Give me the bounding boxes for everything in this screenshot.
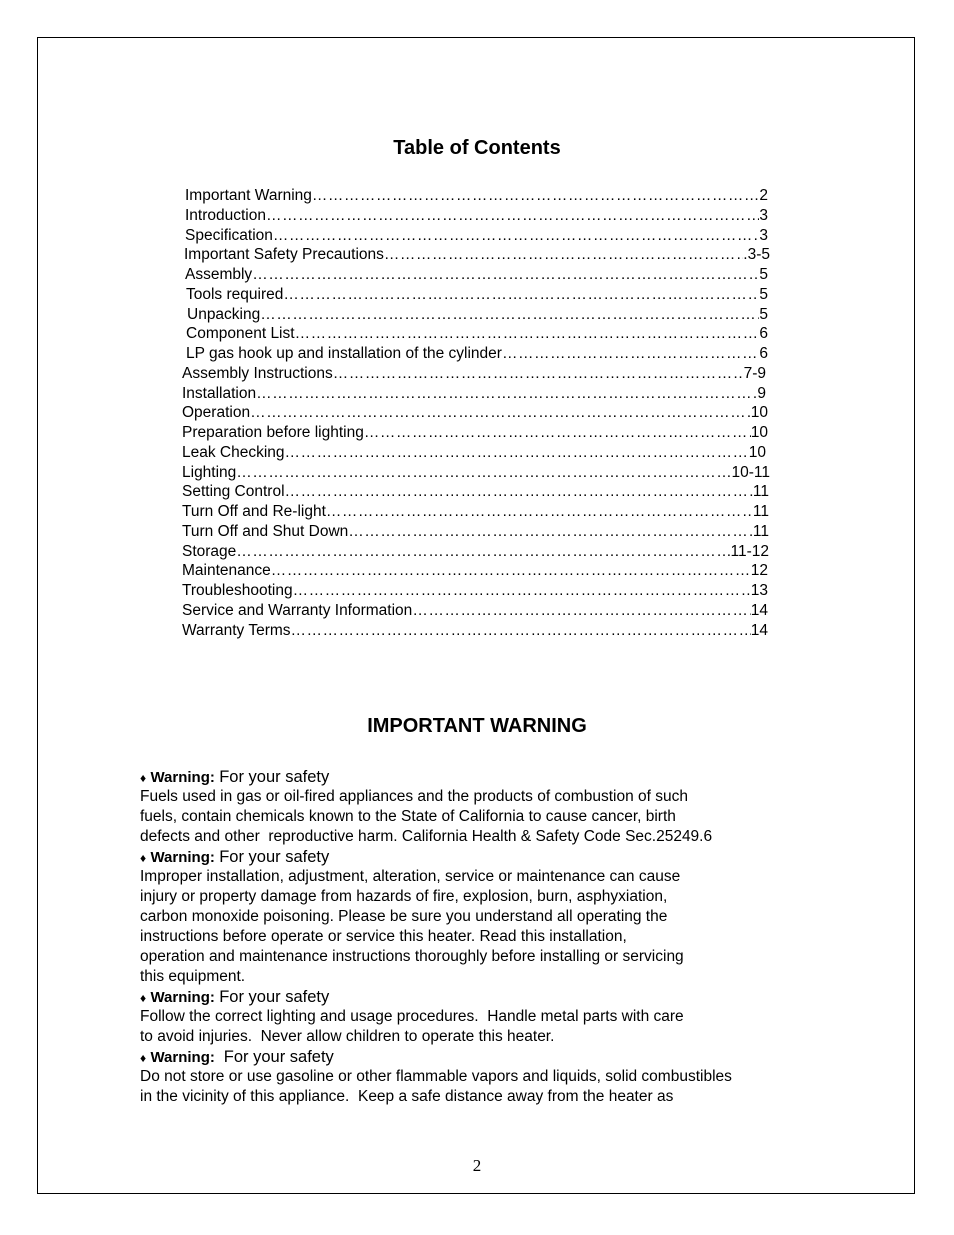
diamond-bullet-icon: ♦ — [140, 991, 147, 1005]
warning-body-line: instructions before operate or service this heater. Read this installation, — [140, 928, 627, 945]
warning-body-line: defects and other reproductive harm. California Health & Safety Code Sec.25249.6 — [140, 828, 713, 845]
warning-body-line: fuels, contain chemicals known to the State of California to cause cancer, birth — [140, 808, 676, 825]
toc-entry-page: 5 — [759, 305, 768, 323]
toc-leader-dots — [364, 423, 751, 443]
toc-entry-label: Specification — [185, 226, 273, 244]
toc-entry — [182, 423, 768, 443]
toc-entry-page: 5 — [759, 266, 768, 283]
toc-entry-page: 7-9 — [743, 364, 766, 382]
toc-entry — [182, 482, 769, 502]
warning-heading — [140, 1047, 840, 1067]
toc-leader-dots — [312, 186, 759, 206]
toc-entry — [182, 463, 770, 483]
toc-entry — [182, 581, 768, 601]
warning-body-line: carbon monoxide poisoning. Please be sure you understand all operating the — [140, 908, 668, 925]
warning-body-line: Do not store or use gasoline or other flammable vapors and liquids, solid combustibles — [140, 1068, 732, 1085]
toc-entry — [182, 502, 769, 522]
warning-section — [140, 767, 840, 1107]
toc-leader-dots — [348, 522, 753, 542]
toc-leader-dots — [333, 364, 744, 384]
toc-entry — [186, 285, 768, 305]
toc-entry-page: 3 — [759, 206, 768, 224]
toc-leader-dots — [295, 324, 760, 344]
toc-entry — [182, 364, 766, 384]
warning-headline: For your safety — [219, 848, 330, 866]
warning-heading — [140, 847, 840, 867]
toc-leader-dots — [291, 621, 751, 641]
toc-leader-dots — [260, 305, 759, 325]
warning-headline: For your safety — [219, 1048, 334, 1066]
toc-entry-page: 11-12 — [730, 542, 769, 560]
toc-entry — [186, 324, 768, 344]
toc-entry-label: Installation — [182, 384, 257, 402]
page-number: 2 — [472, 1156, 482, 1175]
toc-leader-dots — [293, 581, 751, 601]
toc-entry-page: 11 — [752, 483, 769, 501]
warning-body-line: Follow the correct lighting and usage procedures. Handle metal parts with care — [140, 1008, 684, 1025]
warning-title: IMPORTANT WARNING — [367, 715, 587, 737]
toc-entry-page: 5 — [759, 285, 768, 303]
diamond-bullet-icon: ♦ — [140, 851, 147, 865]
toc-leader-dots — [502, 344, 759, 364]
toc-leader-dots — [326, 502, 753, 522]
warning-headline: For your safety — [219, 768, 330, 786]
toc-entry — [182, 403, 768, 423]
warning-label: Warning: — [150, 769, 215, 786]
toc-entry-label: Operation — [182, 404, 251, 422]
toc-entry-label: Component List — [186, 325, 295, 343]
toc-entry-page: 3 — [759, 226, 768, 244]
toc-entry-label: Turn Off and Shut Down — [182, 522, 349, 540]
toc-leader-dots — [285, 482, 753, 502]
toc-entry-page: .3-5 — [743, 246, 770, 264]
toc-entry — [182, 542, 769, 562]
warning-body-line: operation and maintenance instructions thoroughly before installing or servicing — [140, 948, 684, 965]
toc-title: Table of Contents — [393, 137, 561, 159]
warning-block — [140, 767, 840, 847]
toc-entry-label: Lighting — [182, 463, 237, 481]
toc-entry-label: Storage — [182, 542, 237, 560]
toc-entry-label: Troubleshooting — [182, 582, 293, 599]
warning-block — [140, 1047, 840, 1107]
warning-body-line: Improper installation, adjustment, alteration, service or maintenance can cause — [140, 868, 681, 885]
warning-body-line: this equipment. — [140, 968, 246, 985]
toc-entry — [184, 245, 770, 265]
toc-entry — [182, 522, 769, 542]
toc-entry — [185, 186, 768, 206]
toc-leader-dots — [256, 384, 757, 404]
toc-entry-label: Important Safety Precautions — [184, 246, 384, 264]
warning-label: Warning: — [150, 1049, 215, 1066]
toc-leader-dots — [236, 463, 731, 483]
toc-entry — [182, 601, 768, 621]
toc-entry-label: Service and Warranty Information — [182, 601, 413, 619]
toc-entry-label: Introduction — [185, 206, 266, 224]
toc-leader-dots — [266, 206, 759, 226]
toc-entry-page: 6 — [759, 345, 768, 362]
toc-leader-dots — [250, 403, 751, 423]
toc-leader-dots — [252, 265, 759, 285]
warning-body-line: Fuels used in gas or oil-fired appliances and the products of combustion of such — [140, 788, 688, 805]
toc-entry-page: 11 — [752, 503, 769, 520]
toc-entry-page: 14 — [750, 601, 768, 619]
toc-entry-label: Assembly Instructions — [182, 364, 333, 382]
toc-entry-label: Warranty Terms — [182, 621, 291, 639]
toc-entry-label: Turn Off and Re-light — [182, 503, 326, 520]
warning-body-line: to avoid injuries. Never allow children to operate this heater. — [140, 1028, 555, 1045]
toc-entry-page: 10 — [750, 404, 768, 422]
toc-entry-label: Tools required — [186, 285, 284, 303]
toc-leader-dots — [412, 601, 750, 621]
warning-body-line: injury or property damage from hazards of fire, explosion, burn, asphyxiation, — [140, 888, 668, 905]
warning-block — [140, 987, 840, 1047]
toc-entry-page: 10-11 — [731, 463, 770, 481]
toc-entry — [182, 621, 768, 641]
toc-entry — [182, 443, 766, 463]
toc-leader-dots — [285, 443, 749, 463]
toc-entry-label: LP gas hook up and installation of the cylinder — [186, 345, 502, 362]
warning-label: Warning: — [150, 989, 215, 1006]
toc-entry-page: 10 — [748, 443, 766, 461]
toc-entry-page: 10 — [750, 424, 768, 441]
toc-leader-dots — [236, 542, 730, 562]
toc-entry-page: 13 — [750, 582, 768, 599]
toc-entry-label: Unpacking — [187, 305, 261, 323]
toc-entry — [182, 561, 768, 581]
toc-entry — [182, 384, 766, 404]
diamond-bullet-icon: ♦ — [140, 1051, 147, 1065]
warning-block — [140, 847, 840, 987]
toc-leader-dots — [271, 561, 751, 581]
toc-entry-label: Setting Control — [182, 483, 285, 501]
toc-entry-page: 2 — [759, 187, 768, 204]
toc-entry-label: Preparation before lighting — [182, 424, 364, 441]
toc-entry — [185, 265, 768, 285]
toc-entry — [185, 206, 768, 226]
toc-entry-label: Leak Checking — [182, 443, 285, 461]
toc-entry-page: 11 — [752, 522, 769, 540]
warning-heading — [140, 987, 840, 1007]
toc-entry-page: 12 — [750, 562, 768, 580]
warning-heading — [140, 767, 840, 787]
toc-entry — [185, 226, 768, 246]
warning-headline: For your safety — [219, 988, 330, 1006]
toc-entry-page: 14 — [750, 621, 768, 639]
toc-leader-dots — [273, 226, 759, 246]
toc-entry-label: Important Warning — [185, 187, 312, 204]
toc-entry-label: Assembly — [185, 266, 253, 283]
toc-entry-page: 9 — [757, 384, 766, 402]
toc-leader-dots — [283, 285, 759, 305]
warning-label: Warning: — [150, 849, 215, 866]
warning-body-line: in the vicinity of this appliance. Keep a safe distance away from the heater as — [140, 1088, 674, 1105]
toc-entry — [186, 344, 768, 364]
toc-entry — [187, 305, 768, 325]
toc-entry-label: Maintenance — [182, 562, 271, 580]
diamond-bullet-icon: ♦ — [140, 771, 147, 785]
toc-leader-dots — [384, 245, 743, 265]
toc-entry-page: 6 — [759, 325, 768, 343]
